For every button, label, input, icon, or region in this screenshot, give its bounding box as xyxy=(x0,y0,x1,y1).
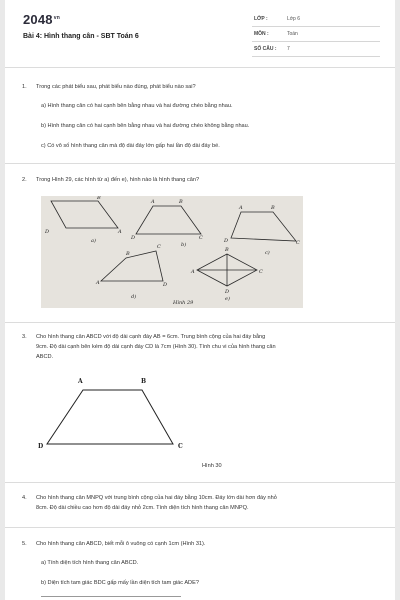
figure-30 xyxy=(35,372,195,462)
vertex-label: D xyxy=(131,235,136,241)
vertex-label: B xyxy=(225,247,229,253)
question-number: 5. xyxy=(22,541,27,547)
vertex-b-label: B xyxy=(141,378,147,385)
meta-subject-value: Toán xyxy=(287,31,298,37)
vertex-label: D xyxy=(224,238,229,244)
vertex-label: B xyxy=(126,251,130,257)
header-divider xyxy=(5,67,395,68)
question-number: 3. xyxy=(22,334,27,340)
question-3 xyxy=(22,333,382,363)
figure-29a-label: a) xyxy=(91,238,96,244)
question-4 xyxy=(22,494,382,514)
divider xyxy=(5,527,395,528)
figure-29c-label: c) xyxy=(265,250,270,256)
vertex-label: C xyxy=(157,244,161,250)
question-number: 1. xyxy=(22,84,27,90)
question-number: 2. xyxy=(22,177,27,183)
vertex-a-label: A xyxy=(78,378,83,385)
question-2 xyxy=(22,176,382,186)
question-1-item-a: a) Hình thang cân có hai cạnh bên bằng nhau và hai đường chéo bằng nhau. xyxy=(41,103,233,109)
meta-count-row xyxy=(252,44,380,57)
figure-29b-shape xyxy=(136,206,201,234)
vertex-label: A xyxy=(191,269,195,275)
question-1-item-b: b) Hình thang cân có hai cạnh bên bằng nhau và hai đường chéo không bằng nhau. xyxy=(41,123,250,129)
figure-30-caption: Hình 30 xyxy=(202,463,222,469)
question-text-line: ABCD. xyxy=(36,354,54,360)
figure-30-trapezoid xyxy=(47,390,173,444)
figure-29d-shape xyxy=(101,251,163,281)
vertex-label: C xyxy=(259,269,263,275)
meta-count-key: SỐ CÂU : xyxy=(254,46,277,52)
figure-29-image xyxy=(41,196,303,308)
divider xyxy=(5,163,395,164)
meta-class-key: LỚP : xyxy=(254,16,268,22)
figure-29c-shape xyxy=(231,212,296,241)
question-text: Trong Hình 29, các hình từ a) đến e), hình nào là hình thang cân? xyxy=(36,177,200,183)
figure-29b-label: b) xyxy=(181,242,187,248)
figure-29-caption: Hình 29 xyxy=(173,300,194,306)
vertex-label: B xyxy=(97,196,101,201)
site-logo[interactable]: $2048^{vn}$ xyxy=(23,12,60,27)
question-text: Cho hình thang cân ABCD, biết mỗi ô vuông có cạnh 1cm (Hình 31). xyxy=(36,541,206,547)
vertex-d-label: D xyxy=(38,443,44,450)
question-5-item-a: a) Tính diện tích hình thang cân ABCD. xyxy=(41,560,139,566)
vertex-label: C xyxy=(199,235,203,241)
figure-29e-label: e) xyxy=(225,296,230,302)
figure-29d-label: d) xyxy=(131,294,137,300)
vertex-label: D xyxy=(45,229,50,235)
divider xyxy=(5,482,395,483)
meta-class-value: Lớp 6 xyxy=(287,16,301,22)
vertex-label: C xyxy=(296,240,300,246)
question-5 xyxy=(22,540,382,550)
question-1 xyxy=(22,83,382,93)
document-title: Bài 4: Hình thang cân - SBT Toán 6 xyxy=(23,33,139,40)
meta-subject-key: MÔN : xyxy=(254,31,269,37)
question-text-line: Cho hình thang cân MNPQ với trung bình cộng của hai đáy bằng 10cm. Đáy lớn dài hơn đáy nhỏ xyxy=(36,495,277,501)
vertex-label: D xyxy=(225,289,230,295)
vertex-label: A xyxy=(96,280,100,286)
vertex-label: A xyxy=(239,205,243,211)
divider xyxy=(5,322,395,323)
question-text-line: 8cm. Độ dài chiều cao hơn độ dài đáy nhỏ 2cm. Tính diện tích hình thang cân MNPQ. xyxy=(36,505,249,511)
question-text-line: Cho hình thang cân ABCD với độ dài cạnh đáy AB = 6cm. Trung bình cộng của hai đáy bằng xyxy=(36,334,266,340)
content-cutoff-line xyxy=(41,596,181,597)
vertex-label: A xyxy=(151,199,155,205)
question-1-item-c: c) Có vô số hình thang cân mà độ dài đáy lớn gấp hai lần độ dài đáy bé. xyxy=(41,143,220,149)
meta-class-row xyxy=(252,14,380,27)
question-text: Trong các phát biểu sau, phát biểu nào đúng, phát biểu nào sai? xyxy=(36,84,196,90)
question-5-item-b: b) Diện tích tam giác BDC gấp mấy lần diện tích tam giác ADE? xyxy=(41,580,199,586)
meta-subject-row xyxy=(252,29,380,42)
question-number: 4. xyxy=(22,495,27,501)
question-text-line: 9cm. Độ dài cạnh bên kém độ dài cạnh đáy CD là 7cm (Hình 30). Tính chu vi của hình thang cân xyxy=(36,344,276,350)
vertex-c-label: C xyxy=(178,443,183,450)
vertex-label: B xyxy=(179,199,183,205)
figure-29a-shape xyxy=(51,201,118,228)
vertex-label: D xyxy=(163,282,168,288)
meta-count-value: 7 xyxy=(287,46,290,52)
vertex-label: A xyxy=(118,229,122,235)
document-page xyxy=(5,0,395,600)
vertex-label: B xyxy=(271,205,275,211)
